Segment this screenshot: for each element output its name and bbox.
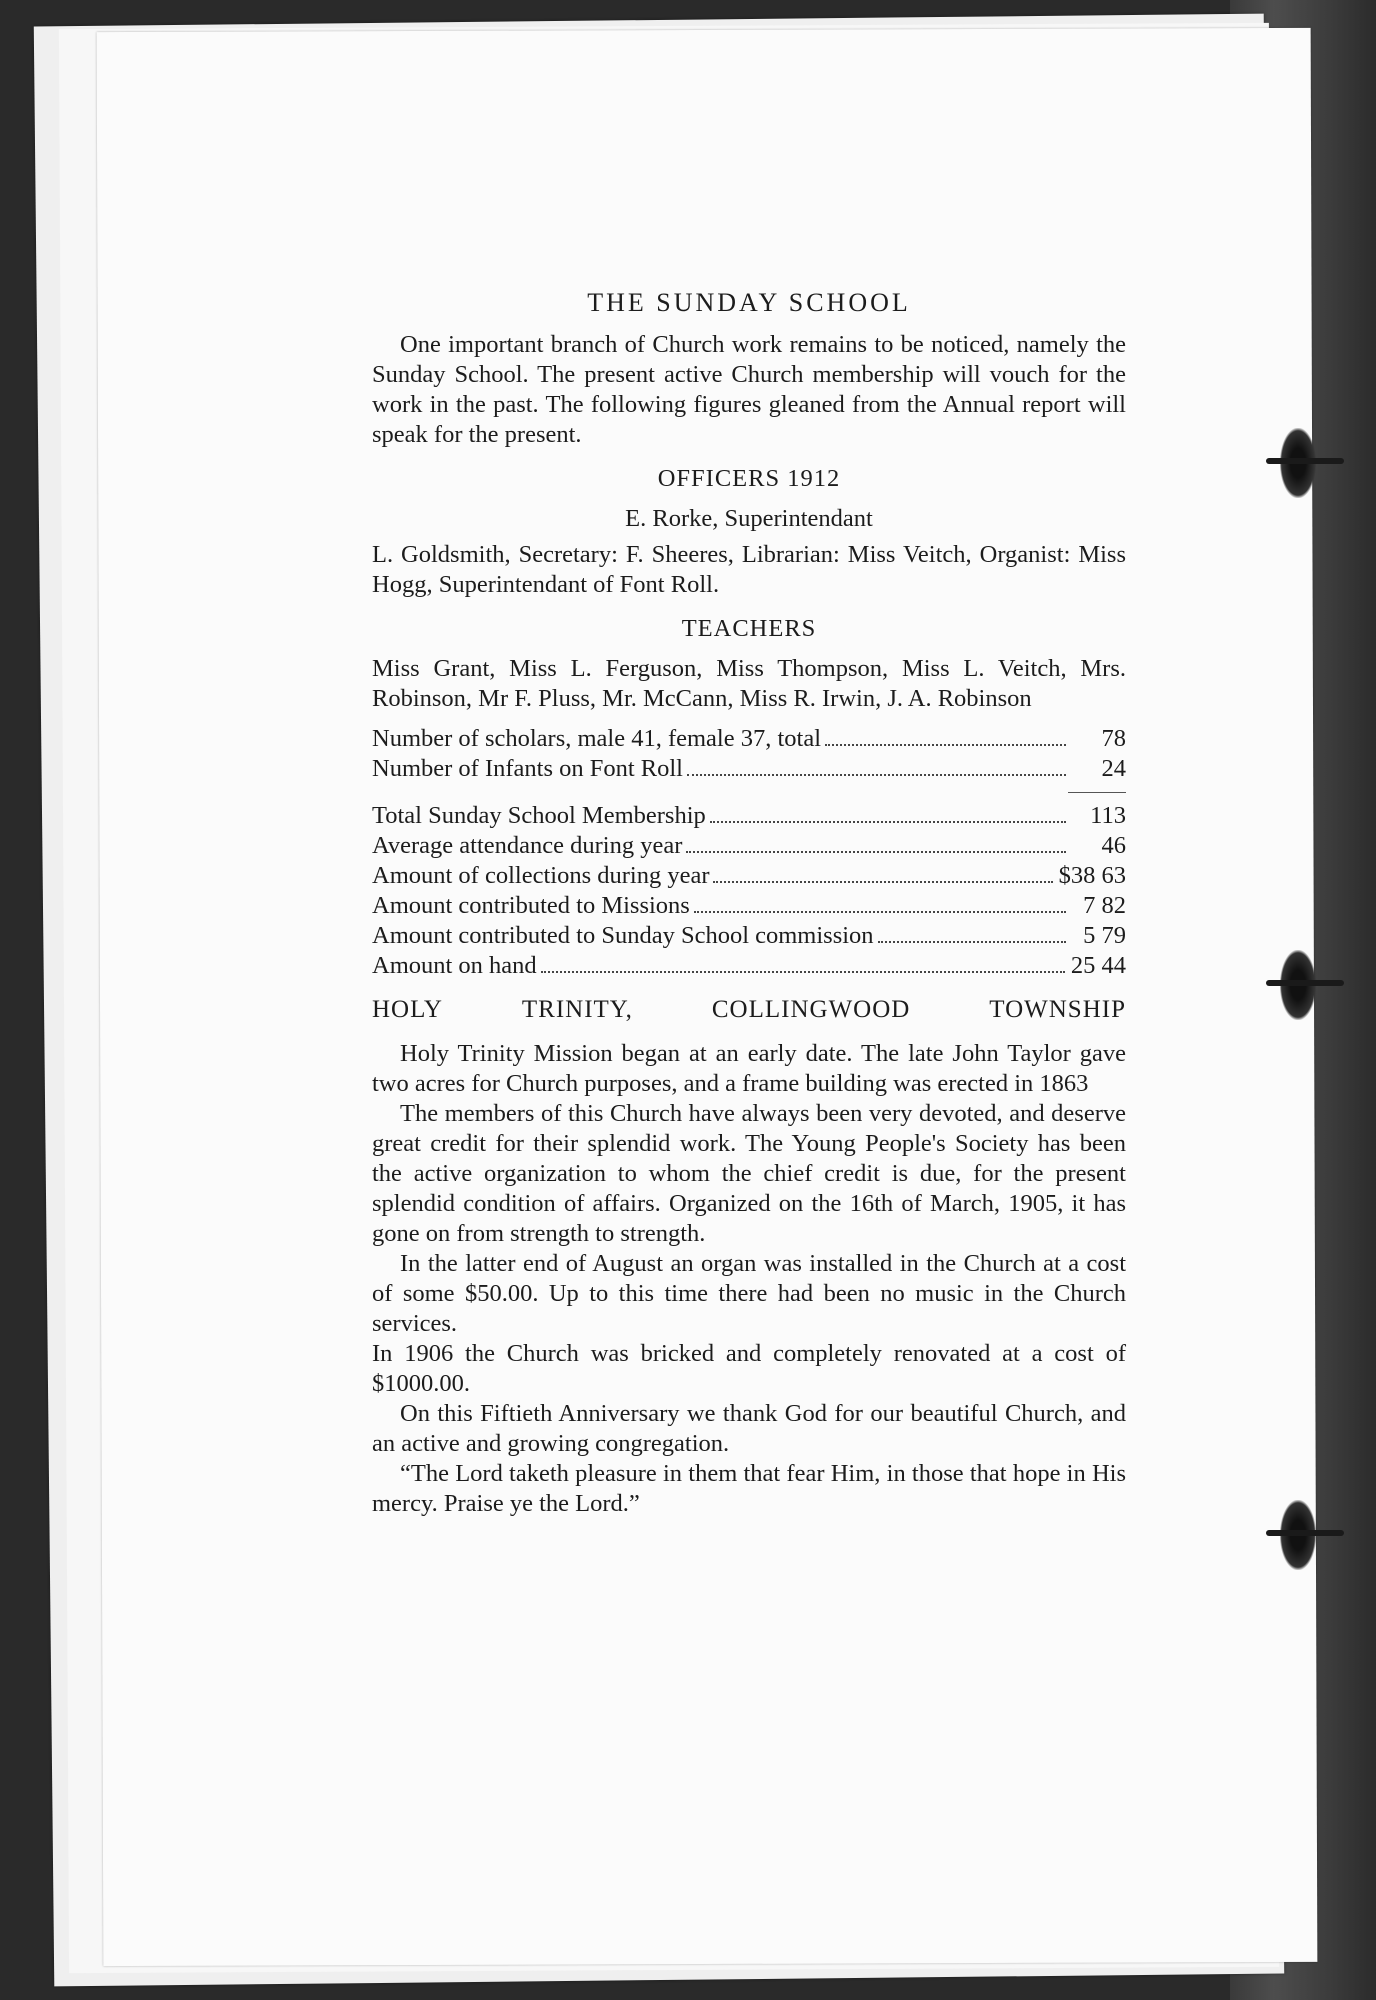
closing-quote: “The Lord taketh pleasure in them that fear Him, in those that hope in His mercy. Praise ye the Lord.” (372, 1460, 1126, 1517)
stat-label: Amount contributed to Missions (372, 892, 690, 919)
stat-label: Number of Infants on Font Roll (372, 755, 683, 782)
teachers-heading: TEACHERS (681, 615, 817, 642)
stat-label: Amount contributed to Sunday School commission (372, 922, 874, 949)
stat-value: 7 82 (1083, 892, 1126, 919)
leader-dots (878, 941, 1066, 943)
leader-dots (710, 821, 1066, 823)
stat-value: $38 63 (1058, 862, 1126, 889)
holy-trinity-heading (372, 995, 1126, 1025)
intro-paragraph: One important branch of Church work remains to be noticed, namely the Sunday School. The present active Church membership will vouch for the work in the past. The following figures gleaned from the Annual report will speak for the present. (372, 331, 1126, 448)
stat-row (372, 831, 1126, 861)
heading-word: COLLINGWOOD (711, 996, 911, 1023)
stat-value: 78 (1101, 725, 1126, 752)
stats-group-1 (372, 724, 1126, 784)
leader-dots (825, 744, 1066, 746)
officers-list: L. Goldsmith, Secretary: F. Sheeres, Librarian: Miss Veitch, Organist: Miss Hogg, Superintendant of Font Roll. (372, 541, 1126, 598)
stat-row (372, 801, 1126, 831)
stat-label: Amount of collections during year (372, 862, 710, 889)
stats-group-2 (372, 801, 1126, 981)
holy-trinity-paragraph: The members of this Church have always been very devoted, and deserve great credit for their splendid work. The Young People's Society has been the active organization to whom the chief credit is due, for the present splendid condition of affairs. Organized on the 16th of March, 1905, it has gone on from strength to strength. (372, 1100, 1126, 1247)
binding-thread-top (1266, 458, 1344, 464)
stat-value: 25 44 (1070, 952, 1126, 979)
heading-word: HOLY (372, 996, 443, 1023)
officers-heading: OFFICERS 1912 (657, 465, 841, 492)
stat-row (372, 861, 1126, 891)
stat-row (372, 724, 1126, 754)
stat-row (372, 891, 1126, 921)
stat-value: 24 (1101, 755, 1126, 782)
document-content (372, 288, 1126, 1519)
stat-label: Number of scholars, male 41, female 37, total (372, 725, 822, 752)
heading-word: TRINITY, (521, 996, 633, 1023)
leader-dots (694, 911, 1066, 913)
stat-value: 46 (1101, 832, 1126, 859)
leader-dots (713, 881, 1052, 883)
stat-row (372, 951, 1126, 981)
stat-row (372, 754, 1126, 784)
stat-value: 113 (1090, 802, 1126, 829)
teachers-list: Miss Grant, Miss L. Ferguson, Miss Thompson, Miss L. Veitch, Mrs. Robinson, Mr F. Pluss, Mr. McCann, Miss R. Irwin, J. A. Robinson (372, 655, 1126, 712)
page-title: THE SUNDAY SCHOOL (587, 288, 911, 317)
binding-thread-middle (1266, 980, 1344, 986)
superintendent-line: E. Rorke, Superintendant (625, 505, 873, 532)
stat-label: Average attendance during year (372, 832, 683, 859)
stat-label: Total Sunday School Membership (372, 802, 706, 829)
leader-dots (687, 774, 1066, 776)
holy-trinity-paragraph: On this Fiftieth Anniversary we thank God for our beautiful Church, and an active and growing congregation. (372, 1400, 1126, 1457)
holy-trinity-paragraph: In 1906 the Church was bricked and completely renovated at a cost of $1000.00. (372, 1340, 1126, 1397)
sum-rule (1068, 792, 1126, 793)
stat-row (372, 921, 1126, 951)
leader-dots (541, 971, 1065, 973)
stat-value: 5 79 (1083, 922, 1126, 949)
holy-trinity-paragraph: In the latter end of August an organ was installed in the Church at a cost of some $50.00. Up to this time there had been no music in the Church services. (372, 1250, 1126, 1337)
stat-label: Amount on hand (372, 952, 537, 979)
heading-word: TOWNSHIP (989, 996, 1126, 1023)
leader-dots (686, 851, 1066, 853)
holy-trinity-paragraph: Holy Trinity Mission began at an early date. The late John Taylor gave two acres for Church purposes, and a frame building was erected in 1863 (372, 1040, 1126, 1097)
binding-thread-bottom (1266, 1530, 1344, 1536)
